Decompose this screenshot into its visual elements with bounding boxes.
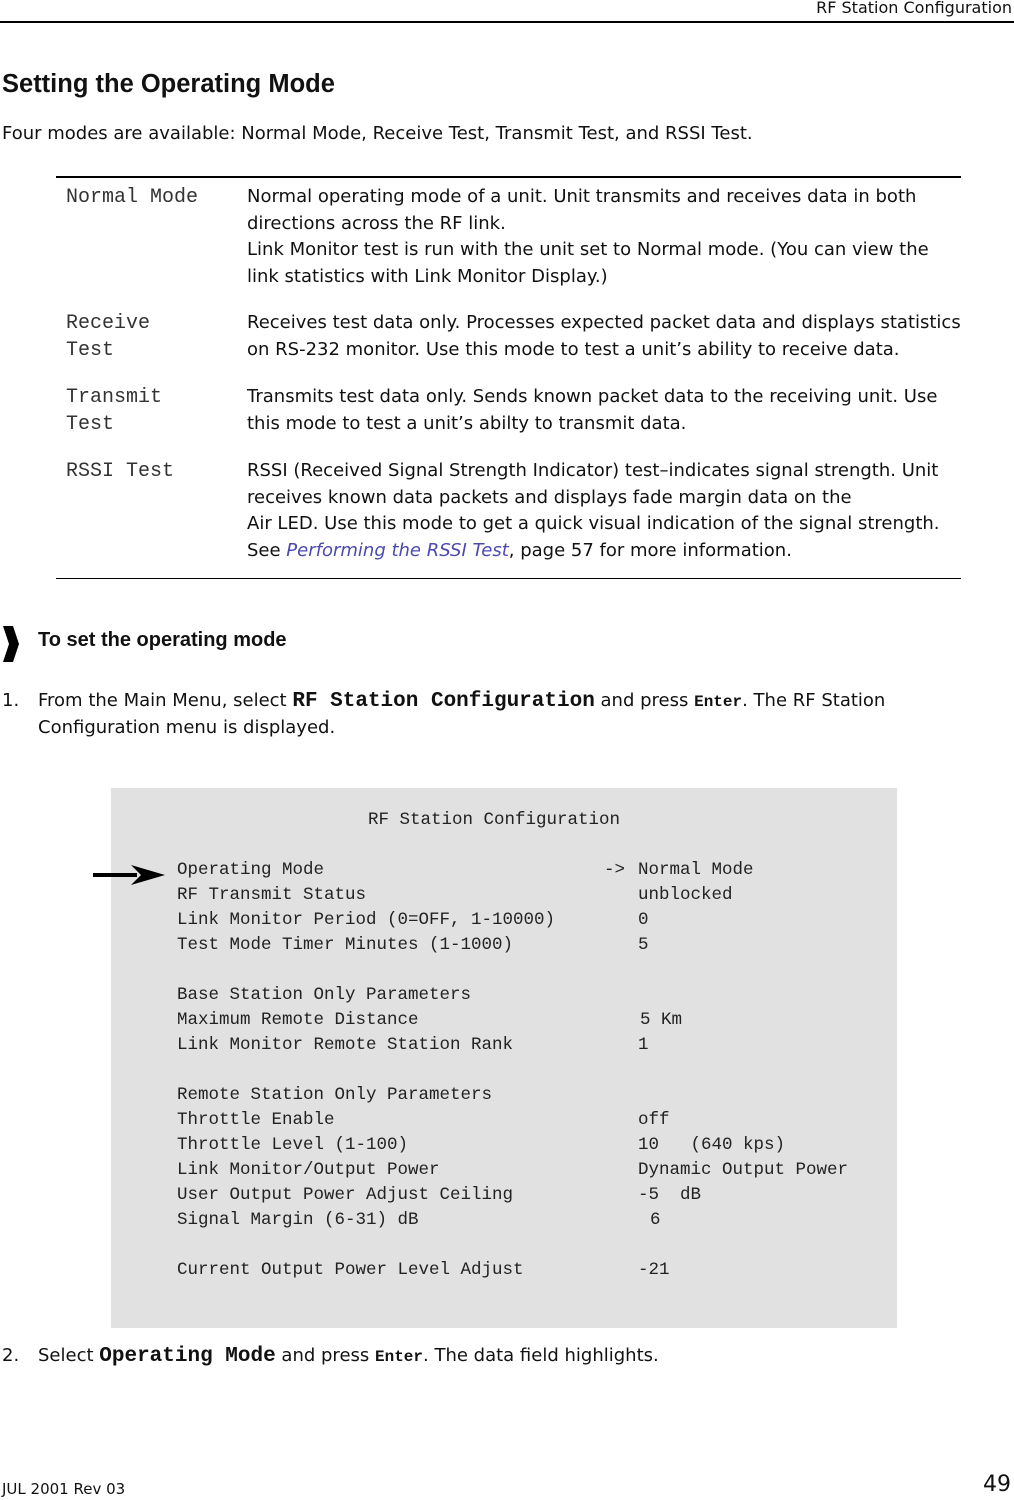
modes-table [56,176,961,579]
menu-pointer: -> [604,860,626,880]
menu-item-link-monitor-remote-rank[interactable]: Link Monitor Remote Station Rank [177,1035,514,1055]
pointer-arrow-icon [93,862,165,888]
menu-value: 5 [638,935,649,955]
command-text: RF Station Configuration [292,690,595,713]
menu-value: 0 [638,910,649,930]
rssi-test-link[interactable]: Performing the RSSI Test [286,539,509,561]
menu-item-throttle-enable[interactable]: Throttle Enable [177,1110,335,1130]
section-title: Setting the Operating Mode [2,70,335,98]
mode-row-normal [56,178,961,304]
mode-row-transmit [56,378,961,452]
mode-description-line: Normal operating mode of a unit. Unit transmits and receives data in both directions across the RF link. [247,186,917,234]
menu-item-link-monitor-output-power[interactable]: Link Monitor/Output Power [177,1160,440,1180]
menu-group-base-station: Base Station Only Parameters [177,985,472,1005]
menu-item-test-mode-timer[interactable]: Test Mode Timer Minutes (1-1000) [177,935,514,955]
menu-value: 10 (640 kps) [638,1135,786,1155]
menu-value: Normal Mode [638,860,754,880]
mode-row-receive [56,304,961,378]
terminal-screen [111,788,897,1328]
mode-description-line: Link Monitor test is run with the unit set to Normal mode. (You can view the link statistics with Link Monitor Display.) [247,239,929,287]
menu-item-user-output-power-ceiling[interactable]: User Output Power Adjust Ceiling [177,1185,514,1205]
menu-value: Dynamic Output Power [638,1160,849,1180]
step-text: From the Main Menu, select RF Station Configuration and press Enter. The RF Station [38,690,886,713]
mode-description-line: RSSI (Received Signal Strength Indicator) test–indicates signal strength. Unit receives known data packets and displays fade margin data on the [247,460,939,508]
menu-item-throttle-level[interactable]: Throttle Level (1-100) [177,1135,409,1155]
step-text: Select Operating Mode and press Enter. The data field highlights. [38,1345,659,1368]
key-text: Enter [694,693,743,711]
menu-value: unblocked [638,885,733,905]
menu-item-rf-transmit-status[interactable]: RF Transmit Status [177,885,367,905]
key-text: Enter [375,1348,424,1366]
mode-description [247,184,961,290]
page-number: 49 [983,1472,1011,1497]
menu-item-signal-margin[interactable]: Signal Margin (6-31) dB [177,1210,419,1230]
mode-description [247,458,961,564]
menu-value: off [638,1110,670,1130]
menu-value: 5 Km [640,1010,683,1030]
mode-term: Receive Test [66,312,151,362]
menu-value: 6 [650,1210,661,1230]
step-number: 2. [2,1345,20,1366]
step-text-line2: Configuration menu is displayed. [38,717,336,738]
mode-description: Transmits test data only. Sends known packet data to the receiving unit. Use this mode to test a unit’s abilty to transmit data. [247,386,938,434]
mode-term: Transmit Test [66,386,163,436]
header-rule [0,21,1014,23]
command-text: Operating Mode [99,1345,276,1368]
menu-group-remote-station: Remote Station Only Parameters [177,1085,493,1105]
menu-value: -21 [638,1260,670,1280]
procedure-title: To set the operating mode [38,629,287,651]
menu-item-current-output-power[interactable]: Current Output Power Level Adjust [177,1260,524,1280]
screen-title: RF Station Configuration [368,810,621,830]
mode-description-line: Air LED. Use this mode to get a quick visual indication of the signal strength. See Performing the RSSI Test, page 57 for more information. [247,513,940,561]
menu-item-maximum-remote-distance[interactable]: Maximum Remote Distance [177,1010,419,1030]
mode-row-rssi [56,452,961,578]
menu-value: 1 [638,1035,649,1055]
mode-term: RSSI Test [66,460,175,483]
mode-term: Normal Mode [66,186,199,209]
menu-item-link-monitor-period[interactable]: Link Monitor Period (0=OFF, 1-10000) [177,910,556,930]
step-number: 1. [2,690,20,711]
menu-item-operating-mode[interactable]: Operating Mode [177,860,325,880]
menu-value: -5 dB [638,1185,702,1205]
page-header-title: RF Station Configuration [816,0,1012,17]
footer-revision: JUL 2001 Rev 03 [2,1480,126,1498]
intro-paragraph: Four modes are available: Normal Mode, Receive Test, Transmit Test, and RSSI Test. [2,123,753,144]
mode-description: Receives test data only. Processes expected packet data and displays statistics on RS-232 monitor. Use this mode to test a unit’s ability to receive data. [247,312,961,360]
procedure-arrow-icon [1,626,19,662]
